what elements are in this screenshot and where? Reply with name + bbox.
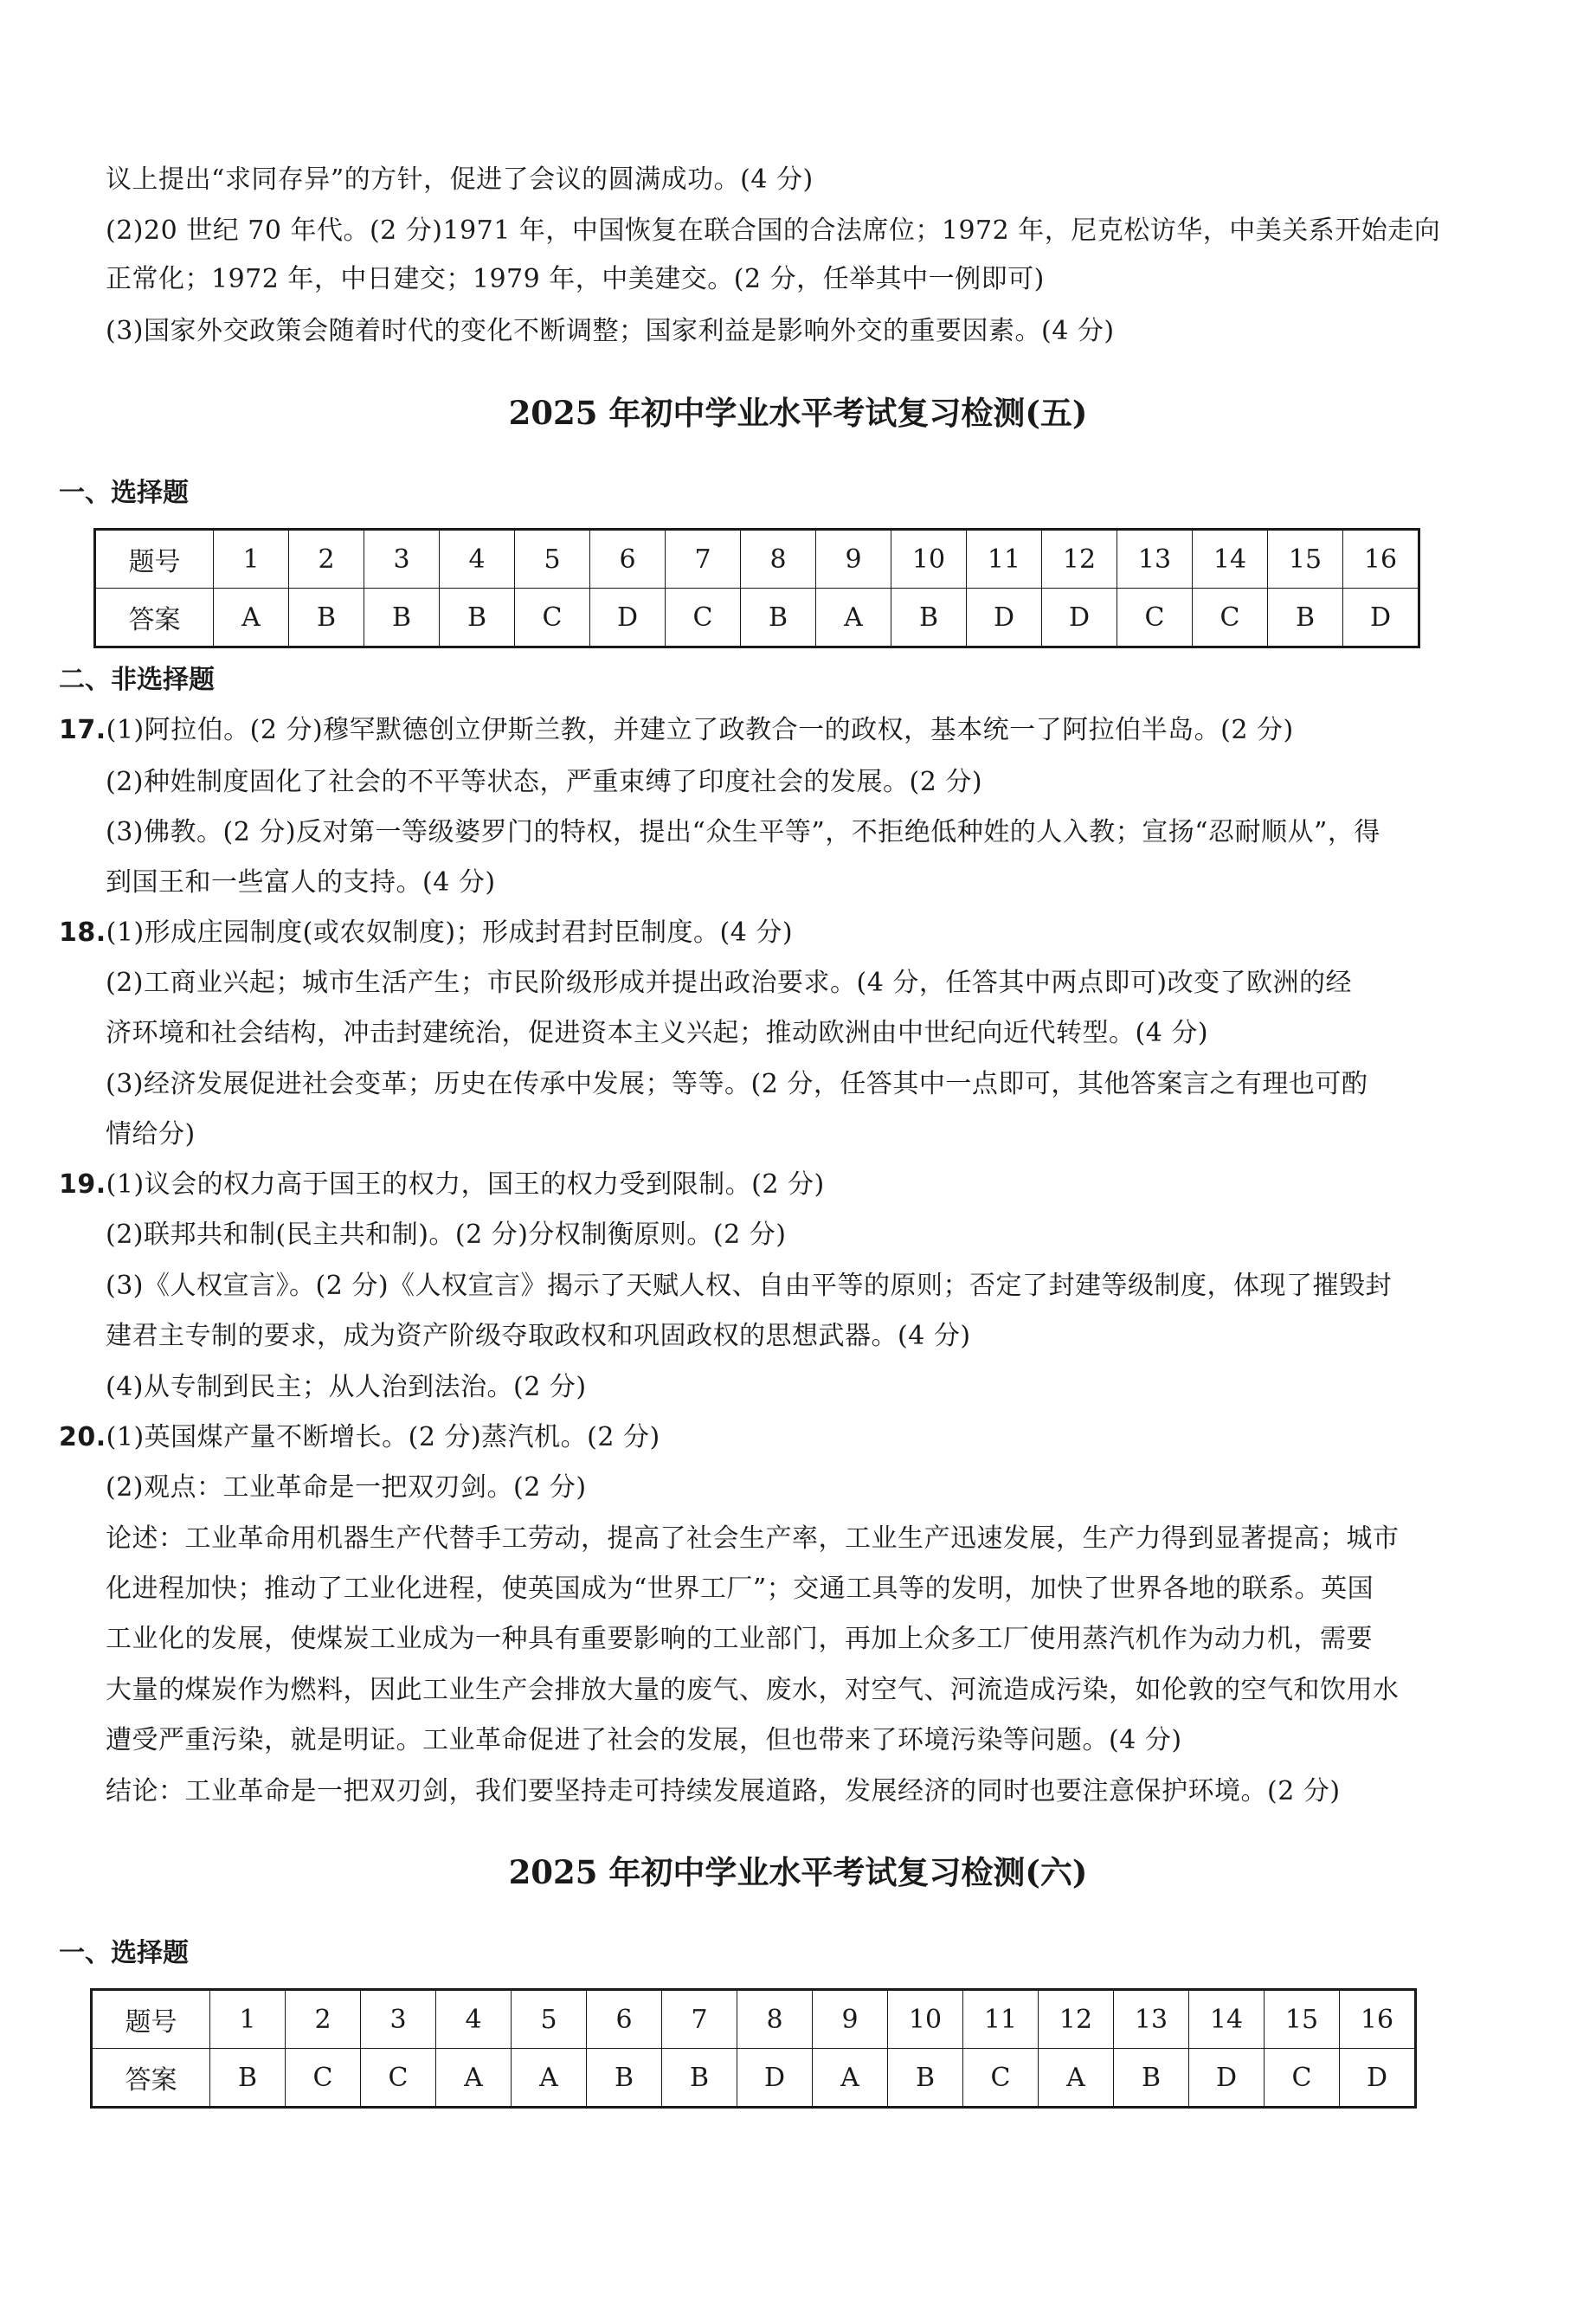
test5-number-row <box>95 530 1419 589</box>
q20-line-6: 大量的煤炭作为燃料，因此工业生产会排放大量的废气、废水，对空气、河流造成污染，如伦敦的空气和饮用水 <box>106 1675 1400 1705</box>
q19-line-3: (3)《人权宣言》。(2 分)《人权宣言》揭示了天赋人权、自由平等的原则；否定了封建等级制度，体现了摧毁封 <box>106 1271 1393 1301</box>
test5-section-choice: 一、选择题 <box>59 478 189 508</box>
q20-line-4: 化进程加快；推动了工业化进程，使英国成为“世界工厂”；交通工具等的发明，加快了世界各地的联系。英国 <box>106 1574 1374 1604</box>
test6-answer-row <box>92 2049 1416 2108</box>
question-number: 2 <box>289 530 364 589</box>
q17-number: 17. <box>59 715 106 745</box>
answer-cell: C <box>361 2049 436 2108</box>
answer-cell: C <box>286 2049 361 2108</box>
question-number: 10 <box>888 1990 963 2049</box>
answer-cell: D <box>737 2049 813 2108</box>
answer-cell: D <box>967 589 1042 647</box>
question-number: 11 <box>963 1990 1039 2049</box>
question-number: 15 <box>1265 1990 1340 2049</box>
question-number: 7 <box>666 530 741 589</box>
answer-cell: D <box>1042 589 1117 647</box>
q20-line-3: 论述：工业革命用机器生产代替手工劳动，提高了社会生产率，工业生产迅速发展，生产力得到显著提高；城市 <box>106 1523 1400 1554</box>
answer-cell: D <box>1340 2049 1416 2108</box>
intro-line-4: (3)国家外交政策会随着时代的变化不断调整；国家利益是影响外交的重要因素。(4 分) <box>106 316 1115 346</box>
q19-line-4: 建君主专制的要求，成为资产阶级夺取政权和巩固政权的思想武器。(4 分) <box>106 1321 971 1351</box>
question-number: 13 <box>1117 530 1193 589</box>
q18-line-4: (3)经济发展促进社会变革；历史在传承中发展；等等。(2 分，任答其中一点即可，其他答案言之有理也可酌 <box>106 1069 1368 1099</box>
question-number: 14 <box>1189 1990 1265 2049</box>
q20-line-1 <box>59 1420 660 1455</box>
answer-cell: B <box>741 589 816 647</box>
answer-cell: A <box>813 2049 888 2108</box>
question-number: 8 <box>737 1990 813 2049</box>
test5-answer-row <box>95 589 1419 647</box>
question-number: 9 <box>816 530 891 589</box>
question-number: 14 <box>1193 530 1268 589</box>
answer-cell: A <box>512 2049 587 2108</box>
answer-cell: B <box>440 589 515 647</box>
answer-cell: B <box>1114 2049 1189 2108</box>
test5-title: 2025 年初中学业水平考试复习检测(五) <box>508 394 1088 432</box>
question-number: 3 <box>364 530 440 589</box>
q20-number: 20. <box>59 1422 106 1452</box>
answer-cell: C <box>515 589 590 647</box>
answer-label: 答案 <box>95 589 214 647</box>
answer-cell: A <box>1039 2049 1114 2108</box>
answer-cell: C <box>963 2049 1039 2108</box>
answer-cell: B <box>891 589 967 647</box>
intro-line-1: 议上提出“求同存异”的方针，促进了会议的圆满成功。(4 分) <box>106 164 814 195</box>
question-number: 11 <box>967 530 1042 589</box>
q18-line-2: (2)工商业兴起；城市生活产生；市民阶级形成并提出政治要求。(4 分，任答其中两点即可)改变了欧洲的经 <box>106 968 1353 998</box>
answer-cell: A <box>816 589 891 647</box>
question-number: 12 <box>1042 530 1117 589</box>
question-number: 3 <box>361 1990 436 2049</box>
answer-cell: D <box>1343 589 1419 647</box>
q19-line-5: (4)从专制到民主；从人治到法治。(2 分) <box>106 1372 587 1402</box>
q17-line-3: (3)佛教。(2 分)反对第一等级婆罗门的特权，提出“众生平等”，不拒绝低种姓的人入教；宣扬“忍耐顺从”，得 <box>106 817 1380 847</box>
answer-cell: D <box>1189 2049 1265 2108</box>
answer-cell: B <box>1268 589 1343 647</box>
question-number: 6 <box>587 1990 662 2049</box>
test5-section-nonchoice: 二、非选择题 <box>59 665 215 695</box>
question-number: 1 <box>214 530 289 589</box>
q19-line-2: (2)联邦共和制(民主共和制)。(2 分)分权制衡原则。(2 分) <box>106 1220 787 1250</box>
answer-cell: C <box>666 589 741 647</box>
answer-cell: A <box>436 2049 512 2108</box>
answer-cell: B <box>289 589 364 647</box>
answer-cell: B <box>662 2049 737 2108</box>
intro-line-3: 正常化；1972 年，中日建交；1979 年，中美建交。(2 分，任举其中一例即可) <box>106 264 1045 294</box>
q18-text-1: (1)形成庄园制度(或农奴制度)；形成封君封臣制度。(4 分) <box>106 917 794 948</box>
test6-answer-table <box>90 1988 1417 2109</box>
q19-text-1: (1)议会的权力高于国王的权力，国王的权力受到限制。(2 分) <box>106 1169 825 1200</box>
q18-line-3: 济环境和社会结构，冲击封建统治，促进资本主义兴起；推动欧洲由中世纪向近代转型。(4 分) <box>106 1018 1209 1048</box>
intro-line-2: (2)20 世纪 70 年代。(2 分)1971 年，中国恢复在联合国的合法席位；1972 年，尼克松访华，中美关系开始走向 <box>106 216 1441 246</box>
test5-answer-table <box>93 528 1420 648</box>
answer-cell: B <box>210 2049 286 2108</box>
question-number: 4 <box>440 530 515 589</box>
answer-label: 答案 <box>92 2049 210 2108</box>
q17-line-2: (2)种姓制度固化了社会的不平等状态，严重束缚了印度社会的发展。(2 分) <box>106 767 983 797</box>
question-number: 8 <box>741 530 816 589</box>
question-number: 16 <box>1343 530 1419 589</box>
question-number: 15 <box>1268 530 1343 589</box>
answer-cell: B <box>364 589 440 647</box>
test6-title: 2025 年初中学业水平考试复习检测(六) <box>508 1853 1088 1891</box>
answer-cell: C <box>1193 589 1268 647</box>
question-number: 4 <box>436 1990 512 2049</box>
q18-line-1 <box>59 916 793 950</box>
question-number: 13 <box>1114 1990 1189 2049</box>
q20-line-2: (2)观点：工业革命是一把双刃剑。(2 分) <box>106 1472 587 1503</box>
question-number: 12 <box>1039 1990 1114 2049</box>
question-number: 1 <box>210 1990 286 2049</box>
question-number: 5 <box>515 530 590 589</box>
q20-line-8: 结论：工业革命是一把双刃剑，我们要坚持走可持续发展道路，发展经济的同时也要注意保护环境。(2 分) <box>106 1776 1341 1806</box>
answer-cell: B <box>587 2049 662 2108</box>
q18-number: 18. <box>59 917 106 948</box>
q17-text-1: (1)阿拉伯。(2 分)穆罕默德创立伊斯兰教，并建立了政教合一的政权，基本统一了阿拉伯半岛。(2 分) <box>106 715 1294 745</box>
q19-number: 19. <box>59 1169 106 1200</box>
q17-line-1 <box>59 713 1294 748</box>
test6-number-row <box>92 1990 1416 2049</box>
q20-text-1: (1)英国煤产量不断增长。(2 分)蒸汽机。(2 分) <box>106 1422 660 1452</box>
answer-cell: A <box>214 589 289 647</box>
answer-cell: C <box>1265 2049 1340 2108</box>
answer-cell: C <box>1117 589 1193 647</box>
number-label: 题号 <box>95 530 214 589</box>
question-number: 5 <box>512 1990 587 2049</box>
q17-line-4: 到国王和一些富人的支持。(4 分) <box>106 867 496 898</box>
q20-line-5: 工业化的发展，使煤炭工业成为一种具有重要影响的工业部门，再加上众多工厂使用蒸汽机作为动力机，需要 <box>106 1624 1373 1654</box>
q20-line-7: 遭受严重污染，就是明证。工业革命促进了社会的发展，但也带来了环境污染等问题。(4 分) <box>106 1725 1182 1755</box>
answer-cell: B <box>888 2049 963 2108</box>
number-label: 题号 <box>92 1990 210 2049</box>
question-number: 9 <box>813 1990 888 2049</box>
question-number: 10 <box>891 530 967 589</box>
q18-line-5: 情给分) <box>106 1119 196 1149</box>
question-number: 16 <box>1340 1990 1416 2049</box>
answer-cell: D <box>590 589 666 647</box>
question-number: 2 <box>286 1990 361 2049</box>
test6-section-choice: 一、选择题 <box>59 1938 189 1968</box>
q19-line-1 <box>59 1168 825 1202</box>
question-number: 7 <box>662 1990 737 2049</box>
question-number: 6 <box>590 530 666 589</box>
